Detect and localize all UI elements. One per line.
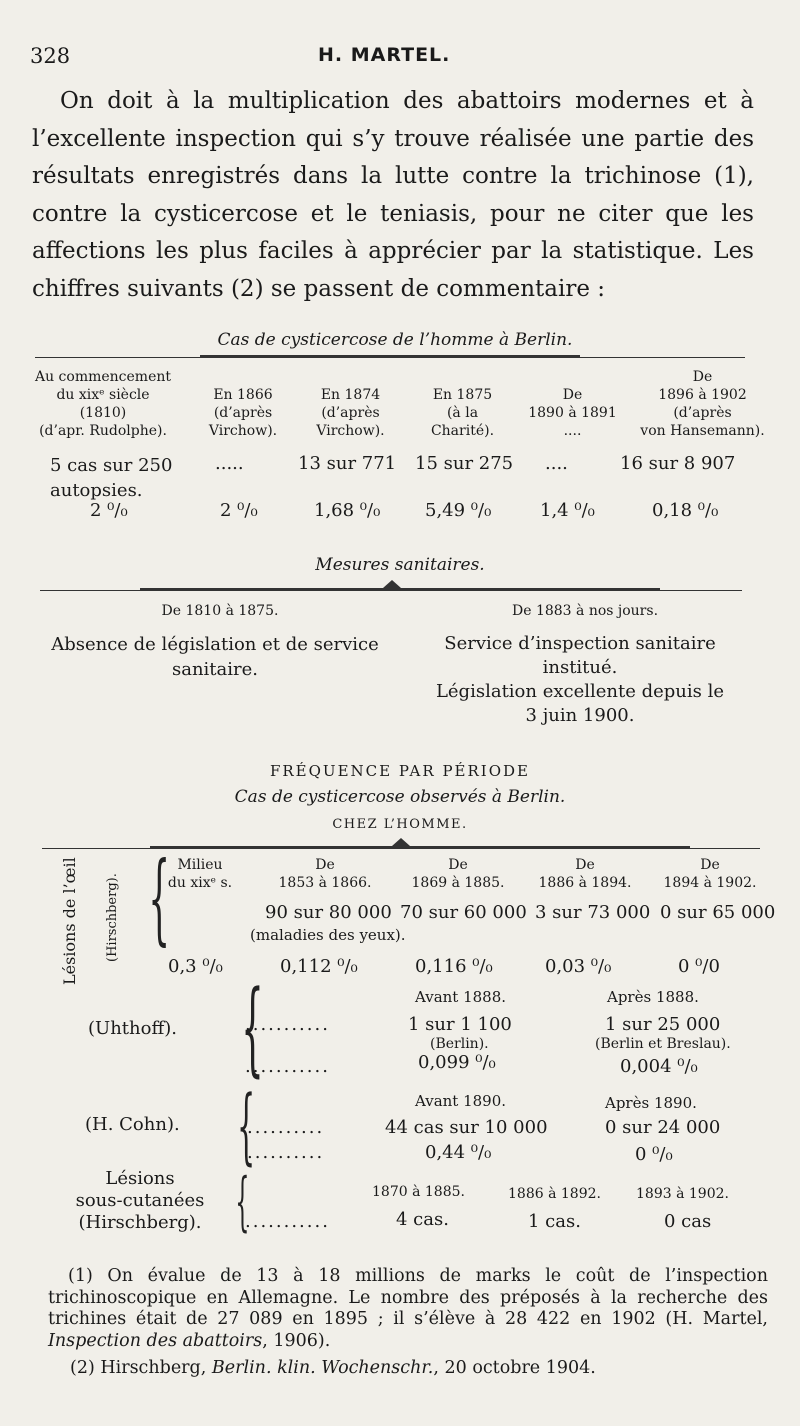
table1-col2-percent: 2 ⁰/₀ bbox=[220, 500, 258, 521]
eye-count-5: 0 sur 65 000 bbox=[660, 902, 776, 923]
cohn-after-percent: 0 ⁰/₀ bbox=[635, 1144, 673, 1165]
uhthoff-before-count: 1 sur 1 100 bbox=[408, 1014, 512, 1035]
cohn-before-count: 44 cas sur 10 000 bbox=[385, 1117, 548, 1138]
uhthoff-before-note: (Berlin). bbox=[430, 1036, 489, 1052]
cohn-dots-1: .......... bbox=[247, 1117, 325, 1138]
eye-count-4: 3 sur 73 000 bbox=[535, 902, 651, 923]
table1-col4-head: En 1875 (à la Charité). bbox=[430, 387, 495, 439]
table3-title: FRÉQUENCE PAR PÉRIODE bbox=[269, 762, 530, 780]
eye-period-3: De 1869 à 1885. bbox=[411, 857, 505, 891]
table1-col5-head: De 1890 à 1891 .... bbox=[528, 387, 617, 439]
cohn-before-percent: 0,44 ⁰/₀ bbox=[425, 1142, 492, 1163]
uhthoff-brace: { bbox=[241, 969, 264, 1088]
page-number: 328 bbox=[30, 44, 71, 68]
eye-percent-4: 0,03 ⁰/₀ bbox=[545, 956, 612, 977]
table1-col6-percent: 0,18 ⁰/₀ bbox=[652, 500, 719, 521]
table2-left-period: De 1810 à 1875. bbox=[161, 603, 279, 619]
subcutaneous-period-3: 1893 à 1902. bbox=[636, 1186, 729, 1202]
intro-paragraph: On doit à la multiplication des abattoirs modernes et à l’excellente inspection qui s’y trouve réalisée une partie des résultats enregistrés dans la lutte contre la trichinose (1), contre la cysticercose et le teniasis, pour ne citer que les affections les plus faciles à apprécier par la statistique. Les chiffres suivants (2) se passent de commentaire : bbox=[32, 88, 754, 302]
footnote-1: (1) On évalue de 13 à 18 millions de marks le coût de l’inspection trichinoscopique en Allemagne. Le nombre des préposés à la recherche des trichines était de 27 089 en 1895 ; il s’élève à 28 422 en 1902 (H. Martel, Inspection des abattoirs, 1906). bbox=[48, 1266, 768, 1351]
uhthoff-before: Avant 1888. bbox=[415, 988, 507, 1006]
uhthoff-dots-2: ........... bbox=[245, 1056, 330, 1077]
subcutaneous-count-2: 1 cas. bbox=[528, 1211, 581, 1232]
uhthoff-after: Après 1888. bbox=[607, 988, 699, 1006]
uhthoff-dots-1: ........... bbox=[245, 1014, 330, 1035]
table2-right-period: De 1883 à nos jours. bbox=[511, 603, 659, 619]
subcutaneous-dots: ........... bbox=[245, 1211, 330, 1232]
table1-col1-head: Au commencement du xixᵉ siècle (1810) (d’apr. Rudolphe). bbox=[34, 369, 172, 439]
table1-col3-cases: 13 sur 771 bbox=[298, 453, 397, 474]
table3-brace-thick bbox=[150, 846, 690, 849]
table1-col1-cases: 5 cas sur 250 autopsies. bbox=[50, 455, 173, 501]
eye-lesions-label: Lésions de l’œil bbox=[60, 857, 79, 985]
table2-brace-tip bbox=[383, 580, 401, 588]
table1-col5-percent: 1,4 ⁰/₀ bbox=[540, 500, 595, 521]
cohn-dots-2: .......... bbox=[247, 1142, 325, 1163]
eye-count-3: 70 sur 60 000 bbox=[400, 902, 527, 923]
subcutaneous-count-1: 4 cas. bbox=[396, 1209, 449, 1230]
eye-lesions-source: (Hirschberg). bbox=[105, 873, 120, 962]
eye-percent-3: 0,116 ⁰/₀ bbox=[415, 956, 493, 977]
eye-note: (maladies des yeux). bbox=[250, 926, 406, 944]
uhthoff-label: (Uhthoff). bbox=[88, 1018, 177, 1039]
table2-left-text: Absence de législation et de service sanitaire. bbox=[51, 634, 379, 680]
table3-brace-tip bbox=[392, 838, 410, 846]
table1-col2-head: En 1866 (d’après Virchow). bbox=[208, 387, 278, 439]
eye-lesions-brace: { bbox=[148, 842, 171, 956]
table3-subcaption: CHEZ L’HOMME. bbox=[332, 817, 468, 832]
table2-brace-thick bbox=[140, 588, 660, 591]
subcutaneous-period-2: 1886 à 1892. bbox=[508, 1186, 601, 1202]
cohn-after: Après 1890. bbox=[605, 1094, 697, 1112]
cohn-label: (H. Cohn). bbox=[85, 1114, 180, 1135]
table1-col5-cases: .... bbox=[545, 453, 568, 474]
table1-bracket bbox=[200, 355, 580, 358]
table1-col4-cases: 15 sur 275 bbox=[415, 453, 514, 474]
uhthoff-before-percent: 0,099 ⁰/₀ bbox=[418, 1052, 496, 1073]
uhthoff-after-count: 1 sur 25 000 bbox=[605, 1014, 721, 1035]
table1-col6-cases: 16 sur 8 907 bbox=[620, 453, 736, 474]
eye-percent-1: 0,3 ⁰/₀ bbox=[168, 956, 223, 977]
table1-col1-percent: 2 ⁰/₀ bbox=[90, 500, 128, 521]
uhthoff-after-note: (Berlin et Breslau). bbox=[595, 1036, 731, 1052]
subcutaneous-count-3: 0 cas bbox=[664, 1211, 712, 1232]
eye-percent-2: 0,112 ⁰/₀ bbox=[280, 956, 358, 977]
subcutaneous-period-1: 1870 à 1885. bbox=[372, 1184, 465, 1200]
subcutaneous-label: Lésions sous-cutanées (Hirschberg). bbox=[75, 1168, 205, 1233]
eye-period-2: De 1853 à 1866. bbox=[278, 857, 372, 891]
table1-col2-cases: ..... bbox=[215, 453, 244, 474]
cohn-after-count: 0 sur 24 000 bbox=[605, 1117, 721, 1138]
table1-col3-percent: 1,68 ⁰/₀ bbox=[314, 500, 381, 521]
table3-caption: Cas de cysticercose observés à Berlin. bbox=[234, 787, 566, 807]
cohn-before: Avant 1890. bbox=[415, 1092, 507, 1110]
eye-period-5: De 1894 à 1902. bbox=[663, 857, 757, 891]
table1-col4-percent: 5,49 ⁰/₀ bbox=[425, 500, 492, 521]
table1-col3-head: En 1874 (d’après Virchow). bbox=[316, 387, 385, 439]
running-title: H. MARTEL. bbox=[318, 44, 451, 66]
table1-col6-head: De 1896 à 1902 (d’après von Hansemann). bbox=[640, 369, 765, 439]
cohn-brace: { bbox=[236, 1079, 256, 1174]
eye-count-2: 90 sur 80 000 bbox=[265, 902, 392, 923]
table2-right-text: Service d’inspection sanitaire institué. Législation excellente depuis le 3 juin 1900. bbox=[435, 633, 725, 726]
table2-caption: Mesures sanitaires. bbox=[315, 555, 485, 575]
footnote-2: (2) Hirschberg, Berlin. klin. Wochenschr., 20 octobre 1904. bbox=[70, 1358, 596, 1378]
uhthoff-after-percent: 0,004 ⁰/₀ bbox=[620, 1056, 698, 1077]
eye-period-1: Milieu du xixᵉ s. bbox=[167, 857, 233, 891]
subcutaneous-brace: { bbox=[235, 1165, 250, 1239]
eye-period-4: De 1886 à 1894. bbox=[538, 857, 632, 891]
table1-caption: Cas de cysticercose de l’homme à Berlin. bbox=[217, 330, 573, 350]
eye-percent-5: 0 ⁰/0 bbox=[678, 956, 720, 977]
